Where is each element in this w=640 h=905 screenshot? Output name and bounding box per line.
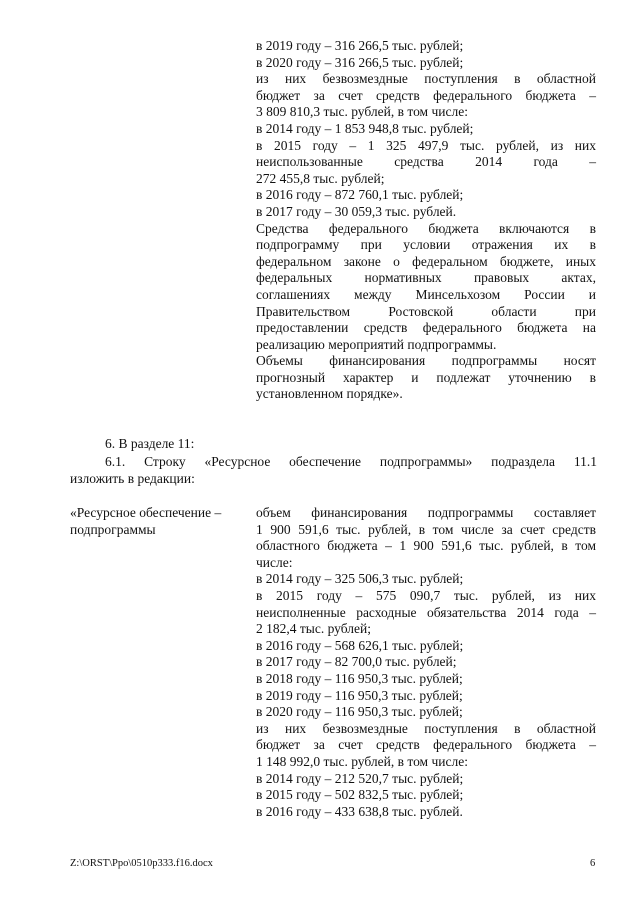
text-line: в 2020 году – 316 266,5 тыс. рублей;: [256, 54, 464, 70]
text-line: предоставлении средств федерального бюджета на: [256, 320, 596, 336]
text-line: федеральном законе о федеральном бюджете, иных: [256, 253, 596, 269]
text-line: в 2015 году – 502 832,5 тыс. рублей;: [256, 787, 464, 803]
text-line: неисполненные расходные обязательства 2014 года –: [256, 604, 596, 620]
text-line: в 2020 году – 116 950,3 тыс. рублей;: [256, 704, 463, 720]
text-line: в 2019 году – 116 950,3 тыс. рублей;: [256, 687, 463, 703]
text-line: 3 809 810,3 тыс. рублей, в том числе:: [256, 104, 468, 120]
footer-file-path: Z:\ORST\Ppo\0510p333.f16.docx: [70, 858, 213, 869]
section-6-item-line1: 6.1. Строку «Ресурсное обеспечение подпрограммы» подраздела 11.1: [105, 454, 597, 469]
text-line: в 2014 году – 1 853 948,8 тыс. рублей;: [256, 120, 474, 136]
top-block-text: [256, 38, 596, 403]
table-value-text: [256, 505, 596, 820]
footer-page-number: 6: [590, 858, 596, 869]
section-6-heading: 6. В разделе 11:: [105, 436, 195, 451]
text-line: 272 455,8 тыс. рублей;: [256, 170, 385, 186]
text-line: 1 148 992,0 тыс. рублей, в том числе:: [256, 753, 468, 769]
text-line: в 2014 году – 212 520,7 тыс. рублей;: [256, 770, 464, 786]
text-line: подпрограмму при условии отражения их в: [256, 237, 596, 253]
text-line: неиспользованные средства 2014 года –: [256, 154, 596, 170]
text-line: Средства федерального бюджета включаются в: [256, 220, 596, 236]
text-line: в 2019 году – 316 266,5 тыс. рублей;: [256, 38, 464, 53]
text-line: в 2018 году – 116 950,3 тыс. рублей;: [256, 670, 463, 686]
text-line: 2 182,4 тыс. рублей;: [256, 621, 371, 637]
text-line: из них безвозмездные поступления в областной: [256, 720, 596, 736]
text-line: в 2016 году – 872 760,1 тыс. рублей;: [256, 187, 464, 203]
text-line: Правительством Ростовской области при: [256, 303, 596, 319]
text-line: в 2016 году – 433 638,8 тыс. рублей.: [256, 803, 463, 819]
text-line: в 2015 году – 575 090,7 тыс. рублей, из них: [256, 587, 596, 603]
text-line: областного бюджета – 1 900 591,6 тыс. рублей, в том: [256, 538, 596, 554]
text-line: Объемы финансирования подпрограммы носят: [256, 353, 596, 369]
text-line: прогнозный характер и подлежат уточнению в: [256, 369, 596, 385]
text-line: в 2017 году – 30 059,3 тыс. рублей.: [256, 203, 457, 219]
text-line: в 2016 году – 568 626,1 тыс. рублей;: [256, 637, 464, 653]
text-line: в 2017 году – 82 700,0 тыс. рублей;: [256, 654, 457, 670]
text-line: бюджет за счет средств федерального бюджета –: [256, 737, 596, 753]
table-label-line2: подпрограммы: [70, 522, 156, 537]
text-line: 1 900 591,6 тыс. рублей, в том числе за счет средств: [256, 521, 596, 537]
text-line: объем финансирования подпрограммы составляет: [256, 505, 596, 520]
text-line: в 2014 году – 325 506,3 тыс. рублей;: [256, 571, 464, 587]
text-line: установленном порядке».: [256, 386, 403, 402]
text-line: бюджет за счет средств федерального бюджета –: [256, 87, 596, 103]
text-line: соглашениях между Минсельхозом России и: [256, 286, 596, 302]
text-line: из них безвозмездные поступления в областной: [256, 71, 596, 87]
text-line: числе:: [256, 554, 293, 570]
section-6-item-line2: изложить в редакции:: [70, 471, 195, 486]
text-line: реализацию мероприятий подпрограммы.: [256, 336, 497, 352]
text-line: в 2015 году – 1 325 497,9 тыс. рублей, из них: [256, 137, 596, 153]
table-label-line1: «Ресурсное обеспечение –: [70, 505, 222, 520]
text-line: федеральных нормативных правовых актах,: [256, 270, 596, 286]
